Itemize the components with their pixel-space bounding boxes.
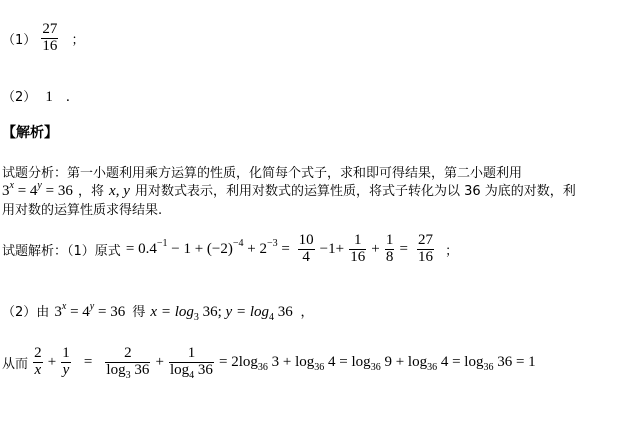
conclusion-plus-2: + [155, 353, 164, 370]
solution-fraction-2: $\frac{1}{16}$ [350, 232, 366, 265]
part-2-comma: ， [300, 305, 314, 320]
answer-1-end: ； [71, 32, 85, 48]
conclusion-fraction-3: $\frac{2}{\log_3 36}$ [106, 345, 150, 381]
conclusion-chain: = $2\log_{36}$ $3 + \log_{36} 4 = \log_{36} 9 + \log_{36} 4 = \log_{36} 36 = 1$ [219, 353, 536, 373]
analysis-line-3: 用对数的运算性质求得结果. [2, 203, 163, 218]
part-2-logs: $x = \log_3 36$; $y = \log_4 36$ [150, 304, 293, 323]
conclusion-equals: = [83, 353, 93, 370]
solution-equals: = [399, 240, 408, 257]
answer-1-numerator: 27 [42, 21, 58, 37]
part-2-equation: $3^x = 4^y = 36$ [54, 301, 126, 320]
solution-part-1 [2, 233, 458, 266]
solution-part-2 [2, 301, 314, 321]
solution-prefix: 试题解析：（1）原式 [2, 243, 121, 259]
part-2-prefix: （2）由 [2, 305, 50, 320]
conclusion-fraction-2: $\frac{1}{y}$ [62, 345, 70, 378]
solution-fraction-result: $\frac{27}{16}$ [418, 232, 433, 265]
solution-end: ； [445, 243, 459, 259]
conclusion [2, 346, 536, 379]
answer-1-fraction [41, 22, 58, 55]
solution-minus-one: −1+ [319, 240, 345, 257]
conclusion-plus-1: + [47, 353, 57, 370]
analysis-xy: x, y [109, 183, 130, 199]
part-2-de: 得 [132, 305, 146, 320]
answer-2-label: （2） [2, 90, 37, 105]
analysis-header: 【解析】 [2, 125, 58, 141]
solution-fraction-3: $\frac{1}{8}$ [385, 232, 394, 265]
conclusion-prefix: 从而 [2, 356, 29, 372]
solution-fraction-1: $\frac{10}{4}$ [298, 232, 314, 265]
answer-1-denominator: 16 [42, 37, 58, 54]
analysis-line-1: 试题分析：第一小题利用乘方运算的性质，化简每个式子，求和即可得结果，第二小题利用 [2, 166, 523, 181]
analysis-line-2 [2, 180, 576, 200]
analysis-line-2-rest: 用对数式表示，利用对数式的运算性质，将式子转化为以 36 为底的对数，利 [134, 184, 576, 199]
solution-expression: = $0.4^{-1} - 1 + (-2)^{-4} + 2^{-3}$ = [125, 237, 290, 257]
analysis-line-2-tail: ，将 [77, 184, 104, 199]
answer-1-label: （1） [2, 32, 37, 48]
answer-2 [2, 86, 70, 106]
answer-2-end: . [65, 89, 70, 105]
solution-plus: + [371, 240, 380, 257]
answer-1 [2, 22, 84, 55]
conclusion-fraction-1: $\frac{2}{x}$ [34, 345, 42, 378]
conclusion-fraction-4: $\frac{1}{\log_4 36}$ [170, 345, 213, 381]
analysis-equation: $3^x = 4^y = 36$ [2, 180, 73, 199]
answer-2-value: 1 [45, 89, 53, 105]
